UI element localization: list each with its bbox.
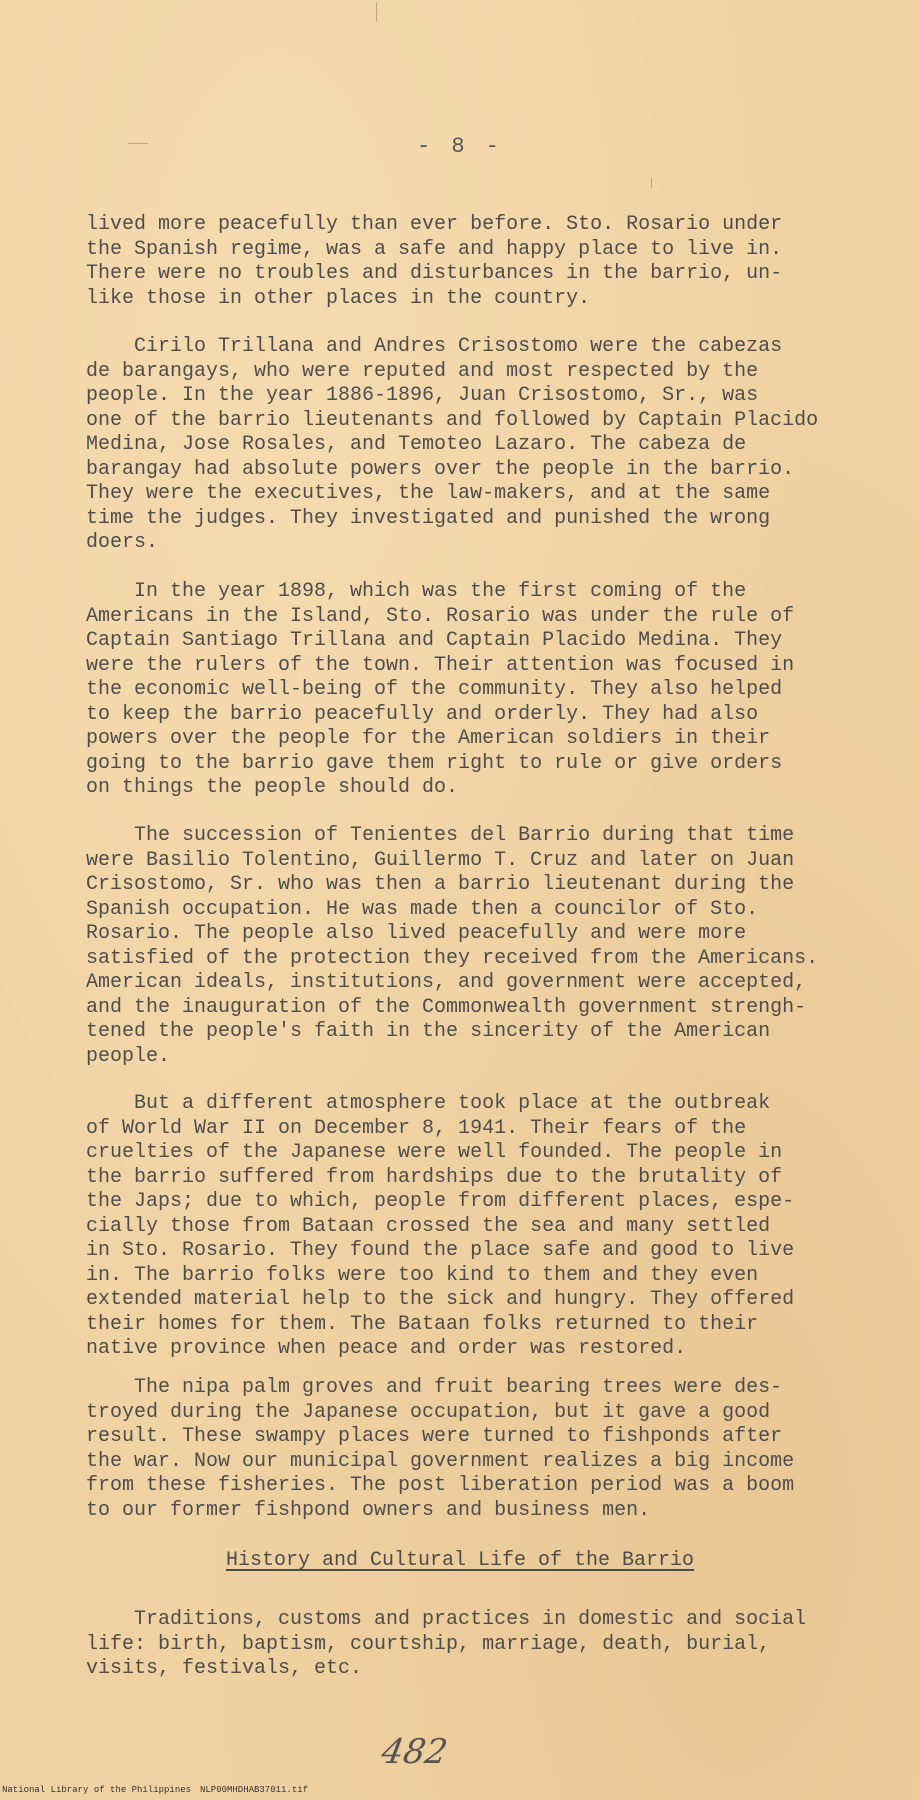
- text-line: tened the people's faith in the sincerity of the American: [86, 1020, 771, 1043]
- footer-library-name: National Library of the Philippines: [2, 1785, 192, 1795]
- text-line: Americans in the Island, Sto. Rosario was under the rule of: [86, 604, 795, 628]
- text-line: Captain Santiago Trillana and Captain Placido Medina. They: [86, 629, 783, 652]
- text-line: were Basilio Tolentino, Guillermo T. Cruz and later on Juan: [86, 848, 795, 872]
- paragraph-american-coming: [86, 580, 846, 801]
- text-line: one of the barrio lieutenants and followed by Captain Placido: [86, 408, 819, 432]
- text-line: life: birth, baptism, courtship, marriage, death, burial,: [86, 1632, 771, 1656]
- scan-mark: [376, 2, 377, 22]
- text-line: the economic well-being of the community. They also helped: [86, 678, 783, 701]
- text-line: extended material help to the sick and hungry. They offered: [86, 1288, 795, 1311]
- text-line: in Sto. Rosario. They found the place safe and good to live: [86, 1239, 795, 1262]
- section-heading-text: History and Cultural Life of the Barrio: [225, 1549, 695, 1572]
- text-line: their homes for them. The Bataan folks returned to their: [86, 1312, 759, 1336]
- text-line: native province when peace and order was restored.: [86, 1337, 687, 1360]
- paragraph-tenientes-del-barrio: [86, 824, 846, 1069]
- text-line: Crisostomo, Sr. who was then a barrio lieutenant during the: [86, 873, 795, 896]
- text-line: visits, festivals, etc.: [86, 1657, 363, 1680]
- text-line: cruelties of the Japanese were well founded. The people in: [86, 1141, 783, 1164]
- text-line: cially those from Bataan crossed the sea and many settled: [86, 1214, 771, 1238]
- text-line: The nipa palm groves and fruit bearing trees were des-: [86, 1376, 783, 1399]
- text-line: in. The barrio folks were too kind to them and they even: [86, 1263, 759, 1287]
- paragraph-fishponds: [86, 1376, 846, 1523]
- text-line: There were no troubles and disturbances in the barrio, un-: [86, 262, 783, 285]
- text-line: Spanish occupation. He was made then a councilor of Sto.: [86, 897, 759, 921]
- text-line: lived more peacefully than ever before. Sto. Rosario under: [86, 213, 783, 236]
- footer-file-name: NLP00MHDHAB37011.tif: [200, 1785, 309, 1795]
- text-line: and the inauguration of the Commonwealth government strengh-: [86, 995, 807, 1019]
- text-line: like those in other places in the country.: [86, 286, 591, 310]
- paragraph-cabezas-de-barangay: [86, 335, 846, 556]
- scan-mark: [651, 178, 652, 188]
- paragraph-world-war-ii: [86, 1092, 846, 1362]
- text-line: were the rulers of the town. Their attention was focused in: [86, 653, 795, 677]
- text-line: doers.: [86, 531, 159, 554]
- text-line: They were the executives, the law-makers, and at the same: [86, 482, 771, 505]
- handwritten-page-number: 482: [378, 1732, 451, 1772]
- text-line: troyed during the Japanese occupation, but it gave a good: [86, 1400, 771, 1424]
- paragraph-traditions: [86, 1608, 846, 1682]
- text-line: of World War II on December 8, 1941. Their fears of the: [86, 1116, 747, 1140]
- text-line: people.: [86, 1044, 171, 1068]
- text-line: from these fisheries. The post liberation period was a boom: [86, 1474, 795, 1497]
- text-line: satisfied of the protection they received from the Americans.: [86, 946, 819, 970]
- text-line: on things the people should do.: [86, 776, 459, 799]
- text-line: de barangays, who were reputed and most respected by the: [86, 359, 759, 383]
- text-line: But a different atmosphere took place at the outbreak: [86, 1092, 771, 1115]
- text-line: In the year 1898, which was the first coming of the: [86, 580, 747, 603]
- text-line: the barrio suffered from hardships due to the brutality of: [86, 1165, 783, 1189]
- text-line: time the judges. They investigated and punished the wrong: [86, 506, 771, 530]
- text-line: American ideals, institutions, and government were accepted,: [86, 971, 807, 994]
- text-line: going to the barrio gave them right to rule or give orders: [86, 751, 783, 775]
- text-line: the Japs; due to which, people from different places, espe-: [86, 1190, 795, 1213]
- page-number: - 8 -: [416, 134, 503, 159]
- text-line: result. These swampy places were turned to fishponds after: [86, 1425, 783, 1448]
- scan-mark: [128, 143, 148, 144]
- text-line: the war. Now our municipal government realizes a big income: [86, 1449, 795, 1473]
- text-line: Cirilo Trillana and Andres Crisostomo were the cabezas: [86, 335, 783, 358]
- text-line: the Spanish regime, was a safe and happy place to live in.: [86, 237, 783, 261]
- text-line: Rosario. The people also lived peacefully and were more: [86, 922, 747, 945]
- paragraph-peaceful-life: [86, 213, 846, 311]
- text-line: powers over the people for the American soldiers in their: [86, 727, 771, 750]
- text-line: barangay had absolute powers over the people in the barrio.: [86, 457, 795, 481]
- section-heading: [0, 1549, 920, 1572]
- text-line: to keep the barrio peacefully and orderly. They had also: [86, 702, 759, 726]
- text-line: Traditions, customs and practices in domestic and social: [86, 1608, 807, 1631]
- text-line: Medina, Jose Rosales, and Temoteo Lazaro. The cabeza de: [86, 433, 747, 456]
- text-line: The succession of Tenientes del Barrio during that time: [86, 824, 795, 847]
- text-line: people. In the year 1886-1896, Juan Crisostomo, Sr., was: [86, 384, 759, 407]
- text-line: to our former fishpond owners and business men.: [86, 1498, 651, 1522]
